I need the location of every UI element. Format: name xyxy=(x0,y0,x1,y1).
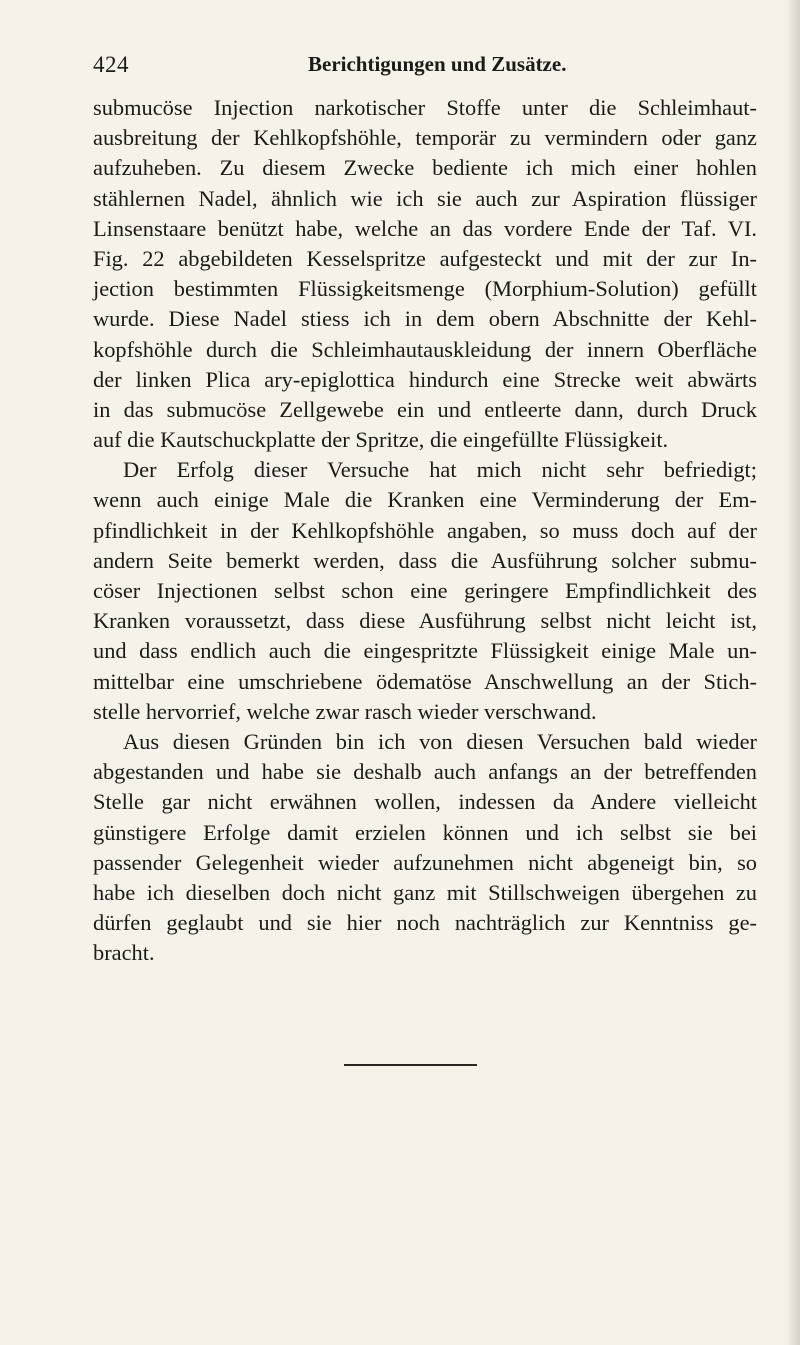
body-text xyxy=(93,93,757,968)
text-line: Linsenstaare benützt habe, welche an das vordere Ende der Taf. VI. xyxy=(93,215,757,241)
text-line: auf die Kautschuckplatte der Spritze, die eingefüllte Flüssigkeit. xyxy=(93,427,669,453)
text-line: kopfshöhle durch die Schleimhautauskleidung der innern Oberfläche xyxy=(93,336,757,362)
paragraph-first-line: Aus diesen Gründen bin ich von diesen Versuchen bald wieder xyxy=(123,728,757,754)
section-end-rule xyxy=(344,1064,477,1066)
page-number: 424 xyxy=(93,52,129,77)
text-line: ausbreitung der Kehlkopfshöhle, temporär zu vermindern oder ganz xyxy=(93,125,757,151)
text-line: jection bestimmten Flüssigkeitsmenge (Morphium-Solution) gefüllt xyxy=(93,276,757,302)
page-header xyxy=(93,52,757,82)
text-line: mittelbar eine umschriebene ödematöse Anschwellung an der Stich- xyxy=(93,668,757,694)
text-line: stählernen Nadel, ähnlich wie ich sie auch zur Aspiration flüssiger xyxy=(93,185,757,211)
text-line: Fig. 22 abgebildeten Kesselspritze aufgesteckt und mit der zur In- xyxy=(93,245,757,271)
text-line: dürfen geglaubt und sie hier noch nachträglich zur Kenntniss ge- xyxy=(93,910,757,936)
text-line: pfindlichkeit in der Kehlkopfshöhle angaben, so muss doch auf der xyxy=(93,517,757,543)
running-head: Berichtigungen und Zusätze. xyxy=(308,52,567,76)
text-line: abgestanden und habe sie deshalb auch anfangs an der betreffenden xyxy=(93,759,757,785)
text-line: Kranken voraussetzt, dass diese Ausführung selbst nicht leicht ist, xyxy=(93,608,757,634)
text-line: in das submucöse Zellgewebe ein und entleerte dann, durch Druck xyxy=(93,396,757,422)
text-line: günstigere Erfolge damit erzielen können und ich selbst sie bei xyxy=(93,819,757,845)
text-line: und dass endlich auch die eingespritzte Flüssigkeit einige Male un- xyxy=(93,638,757,664)
text-line: passender Gelegenheit wieder aufzunehmen nicht abgeneigt bin, so xyxy=(93,849,757,875)
text-line: der linken Plica ary-epiglottica hindurch eine Strecke weit abwärts xyxy=(93,366,757,392)
text-line: andern Seite bemerkt werden, dass die Ausführung solcher submu- xyxy=(93,547,757,573)
text-line: cöser Injectionen selbst schon eine geringere Empfindlichkeit des xyxy=(93,578,757,603)
text-line: bracht. xyxy=(93,940,155,966)
text-line: stelle hervorrief, welche zwar rasch wieder verschwand. xyxy=(93,698,597,724)
text-line: wenn auch einige Male die Kranken eine Verminderung der Em- xyxy=(93,487,757,513)
text-line: submucöse Injection narkotischer Stoffe unter die Schleimhaut- xyxy=(93,95,757,120)
text-line: Stelle gar nicht erwähnen wollen, indessen da Andere vielleicht xyxy=(93,789,757,815)
text-line: wurde. Diese Nadel stiess ich in dem obern Abschnitte der Kehl- xyxy=(93,306,757,332)
paragraph-first-line: Der Erfolg dieser Versuche hat mich nicht sehr befriedigt; xyxy=(123,457,757,483)
text-line: aufzuheben. Zu diesem Zwecke bediente ich mich einer hohlen xyxy=(93,155,757,181)
page-edge-shadow xyxy=(786,0,800,1345)
text-line: habe ich dieselben doch nicht ganz mit Stillschweigen übergehen zu xyxy=(93,879,757,905)
